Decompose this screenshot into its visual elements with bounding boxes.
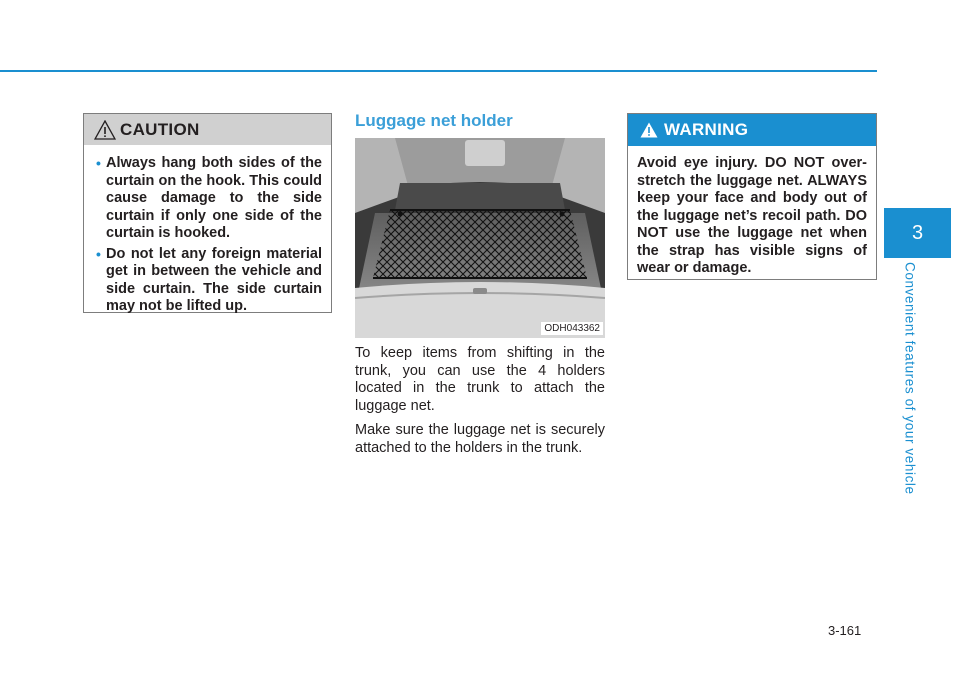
- warning-box: [627, 113, 877, 280]
- paragraph: To keep items from shifting in the trunk, you can use the 4 holders located in the trunk to attach the luggage net.: [355, 345, 605, 414]
- caution-item: [96, 246, 322, 316]
- caution-list: [84, 145, 331, 316]
- image-code: ODH043362: [541, 322, 603, 335]
- caution-title: CAUTION: [120, 119, 200, 139]
- caution-header: [84, 114, 331, 145]
- header-rule: [0, 70, 877, 72]
- chapter-number-tab: 3: [884, 208, 951, 258]
- chapter-title-text: Convenient features of your vehicle: [902, 262, 918, 495]
- trunk-photo: [355, 138, 605, 338]
- page-number: 3-161: [828, 623, 862, 638]
- chapter-title: [895, 262, 925, 494]
- paragraph: Make sure the luggage net is securely attached to the holders in the trunk.: [355, 422, 605, 456]
- caution-item-text: Always hang both sides of the curtain on the hook. This could cause damage to the side curtain if only one side of the curtain is hooked.: [106, 155, 322, 241]
- caution-item-text: Do not let any foreign material get in between the vehicle and side curtain. The side curtain may not be lifted up.: [106, 245, 322, 314]
- warning-text: Avoid eye injury. DO NOT over-stretch the luggage net. ALWAYS keep your face and body out of the luggage net’s recoil path. DO NOT use the luggage net when the strap has visible signs of wear or damage.: [637, 155, 867, 276]
- warning-title: WARNING: [664, 120, 749, 139]
- bullet: •: [96, 155, 101, 171]
- caution-item: [96, 155, 322, 243]
- section-title: Luggage net holder: [355, 111, 513, 130]
- trunk-net-illustration: [355, 138, 605, 338]
- warning-triangle-filled-icon: [640, 122, 658, 138]
- section-body: [355, 345, 605, 464]
- warning-triangle-outline-icon: [94, 120, 116, 140]
- caution-box: [83, 113, 332, 313]
- bullet: •: [96, 245, 101, 262]
- warning-header: [628, 114, 876, 146]
